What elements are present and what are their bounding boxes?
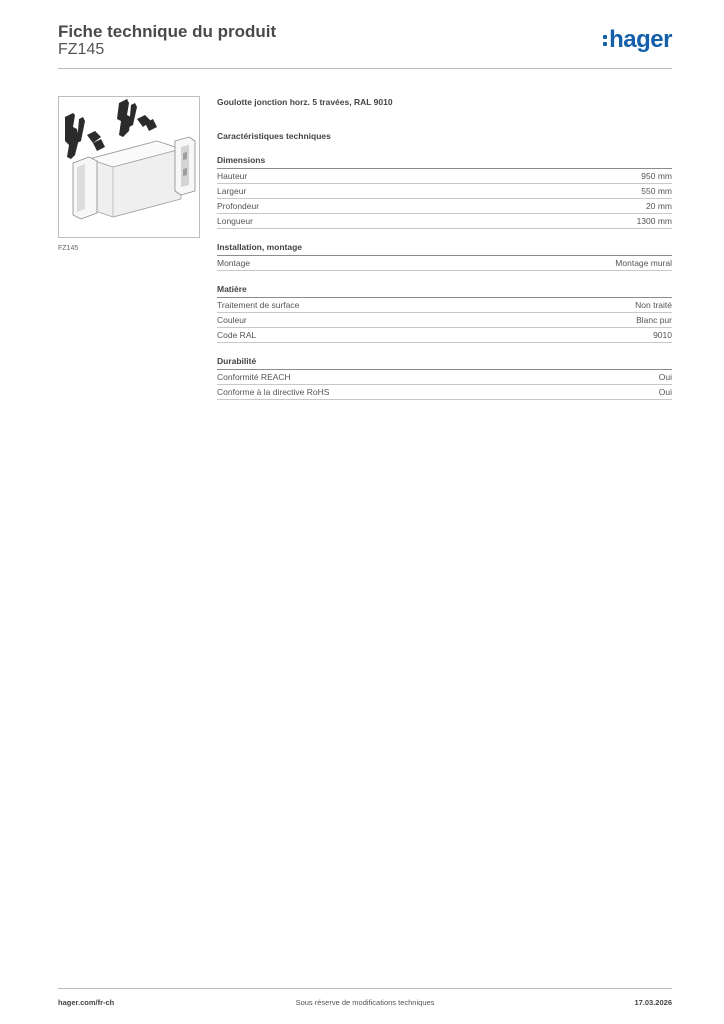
spec-value: 1300 mm (636, 216, 672, 226)
document-title: Fiche technique du produit (58, 22, 277, 41)
section-title: Matière (217, 284, 672, 298)
spec-value: Oui (658, 387, 672, 397)
spec-row (217, 328, 672, 343)
section-title: Installation, montage (217, 242, 672, 256)
specifications-panel (217, 96, 672, 400)
spec-label: Longueur (217, 216, 253, 226)
page-footer (58, 998, 672, 1010)
section-title: Dimensions (217, 155, 672, 169)
footer-divider (58, 988, 672, 989)
spec-row (217, 313, 672, 328)
section-dimensions (217, 155, 672, 229)
page-header (58, 22, 672, 70)
spec-value: Blanc pur (636, 315, 672, 325)
product-description: Goulotte jonction horz. 5 travées, RAL 9010 (217, 97, 393, 107)
footer-website-link[interactable]: hager.com/fr-ch (58, 998, 115, 1007)
product-image (58, 96, 200, 238)
spec-value: 950 mm (641, 171, 672, 181)
section-material (217, 284, 672, 343)
spec-label: Couleur (217, 315, 247, 325)
section-title: Durabilité (217, 356, 672, 370)
cable-duct-junction-illustration (59, 97, 199, 237)
product-code: FZ145 (58, 41, 105, 58)
spec-value: Oui (658, 372, 672, 382)
spec-row (217, 184, 672, 199)
specs-heading: Caractéristiques techniques (217, 131, 331, 141)
spec-value: 20 mm (646, 201, 672, 211)
spec-row (217, 199, 672, 214)
spec-label: Hauteur (217, 171, 248, 181)
spec-row (217, 214, 672, 229)
spec-value: Non traité (635, 300, 672, 310)
footer-notice: Sous réserve de modifications techniques (295, 998, 435, 1007)
spec-label: Largeur (217, 186, 247, 196)
hager-logo (603, 27, 672, 53)
section-installation (217, 242, 672, 271)
spec-label: Traitement de surface (217, 300, 300, 310)
spec-row (217, 298, 672, 313)
header-divider (58, 68, 672, 69)
image-caption: FZ145 (58, 245, 79, 252)
spec-value: 9010 (653, 330, 672, 340)
spec-row (217, 385, 672, 400)
spec-label: Profondeur (217, 201, 260, 211)
spec-label: Conformité REACH (217, 372, 291, 382)
spec-value: Montage mural (615, 258, 672, 268)
footer-date: 17.03.2026 (634, 998, 672, 1007)
section-durability (217, 356, 672, 400)
spec-value: 550 mm (641, 186, 672, 196)
spec-row (217, 169, 672, 184)
spec-row (217, 256, 672, 271)
logo-colon-icon (603, 33, 607, 47)
logo-text: hager (609, 26, 672, 53)
spec-label: Montage (217, 258, 251, 268)
spec-label: Code RAL (217, 330, 257, 340)
spec-row (217, 370, 672, 385)
spec-label: Conforme à la directive RoHS (217, 387, 330, 397)
